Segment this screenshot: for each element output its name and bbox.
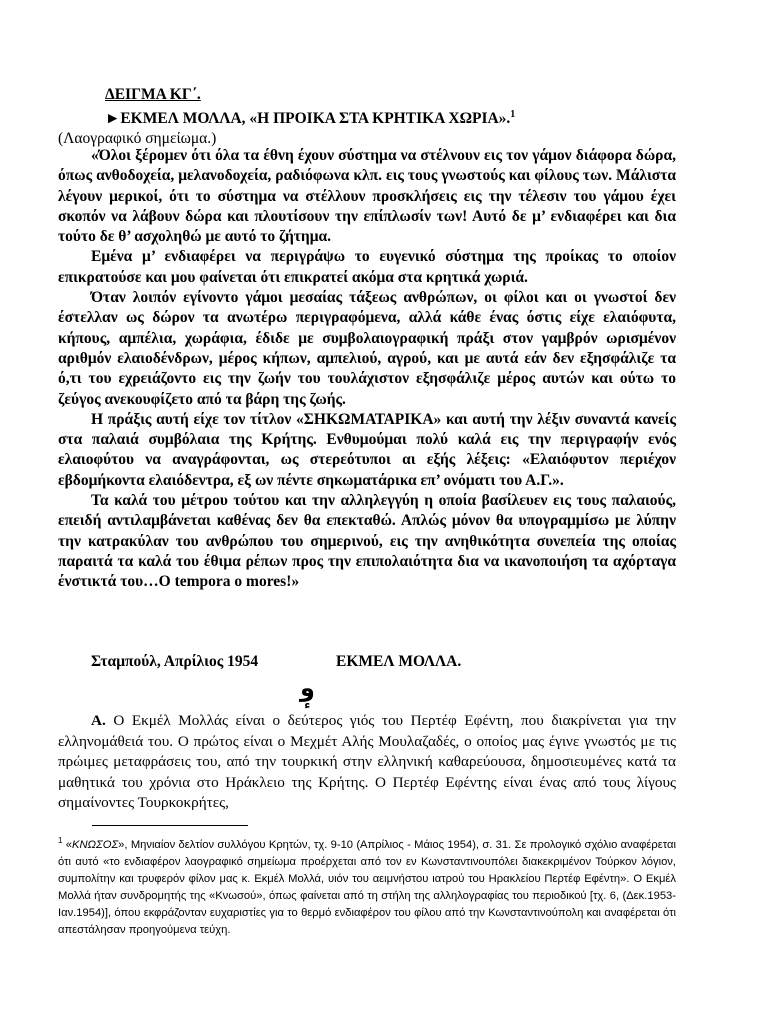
sample-label: ΔΕΙΓΜΑ ΚΓ΄. [105, 86, 201, 103]
footnote-text: », Μηνιαίον δελτίον συλλόγου Κρητών, τχ. 9-10 (Απρίλιος - Μάιος 1954), σ. 31. Σε προλογικό σχόλιο αναφέρεται ότι αυτό «το ενδιαφέρον λαογραφικό σημείωμα προέρχεται από τον εν Κωνσταντινουπόλει διακεκριμένον Τούρκον λόγιον, συμπολίτην και τρυφερόν φίλον μας κ. Εκμέλ Μολλά, υιόν του αειμνήστου ιατρού του Ηρακλείου Περτέφ Εφέντη». Ο Εκμέλ Μολλά ήταν συνδρομητής της «Κνωσού», όπως φαίνεται από τη στήλη της αλληλογραφίας του περιοδικού [τχ. 6, (Δεκ.1953- Ιαν.1954)], όπου εκφράζονταν ευχαριστίες για το θερμό ενδιαφέρον του φίλου από την Κωνσταντινούπολη και αναφέρεται ότι απεστάλησαν προηγούμενα τεύχη. [58, 839, 676, 936]
commentary-label: Α. [91, 712, 106, 729]
commentary-section [58, 711, 676, 814]
article-heading [58, 85, 676, 149]
footnote-divider [92, 825, 248, 826]
body-paragraph: Τα καλά του μέτρου τούτου και την αλληλεγγύη η οποία βασίλευεν εις τους παλαιούς, επειδή αντιλαμβάνεται καθένας δεν θα επεκταθώ. Απλώς μόνον θα υπογραμμίσω με λύπην την κατρακύλαν του ανθρώπου του σημερινού, εις την ανηθικότητα συνεπεία της οποίας παραιτά τα καλά του έθιμα ρέπων προς την επιπολαιότητα δια να ικανοποιήση τα αχόρταγα ένστικτά του…O tempora o mores!» [58, 492, 676, 591]
article-body [58, 146, 676, 593]
footnote-ref[interactable]: 1 [510, 109, 516, 120]
arrow-marker-icon: ► [105, 110, 121, 127]
commentary-text: Ο Εκμέλ Μολλάς είναι ο δεύτερος γιός του Περτέφ Εφέντη, που διακρίνεται για την ελληνομάθειά του. Ο πρώτος είναι ο Μεχμέτ Αλής Μουλαζαδές, ο οποίος μας έγινε γνωστός με τις πρώιμες μεταφράσεις του, από την τουρκική στην ελληνική καθαρεύουσα, δημοσιευμένες κατά τα μαθητικά του χρόνια στο Ηράκλειο της Κρήτης. Ο Περτέφ Εφέντης είναι ένας από τους λίγους σημαίνοντες Τουρκοκρήτες, [58, 712, 677, 811]
signature-place-date: Σταμπούλ, Απρίλιος 1954 [91, 653, 259, 670]
article-title-line [58, 105, 676, 129]
body-paragraph: Όταν λοιπόν εγίνοντο γάμοι μεσαίας τάξεως ανθρώπων, οι φίλοι και οι γνωστοί δεν έστελλαν ως δώρον τα ανωτέρω περιγραφόμενα, αλλά κάθε ένας όστις είχε ελαιόφυτα, κήπους, αμπέλια, χωράφια, έδιδε με συμβολαιογραφική πράξι στον γαμβρόν ωρισμένον αριθμόν ελαιοδένδρων, μέρος κήπων, αμπελιού, αγρού, και με αυτά εάν δεν εξησφάλιζε τα ό,τι του εχρειάζοντο εις την ζωήν του τουλάχιστον εξησφάλιζε μέρος αυτών και ούτω το ζεύγος ανεκουφίζετο από τα βάρη της ζωής. [58, 289, 676, 408]
footnote [58, 832, 676, 939]
footnote-number: 1 [58, 836, 63, 845]
article-subtitle: (Λαογραφικό σημείωμα.) [58, 130, 217, 147]
footnote-open-quote: « [65, 839, 72, 851]
commentary-paragraph [58, 711, 676, 814]
body-paragraph: «Όλοι ξέρομεν ότι όλα τα έθνη έχουν σύστημα να στέλνουν εις τον γάμον διάφορα δώρα, όπως ανθοδοχεία, μελανοδοχεία, ραδιόφωνα κλπ. εις τους γνωστούς και φίλους των. Μάλιστα λέγουν μερικοί, ότι το σύστημα να στέλλουν προσκλήσεις εις την τέλεσιν του γάμου έχει σκοπόν να λάβουν δώρα και πλουτίσουν την επίπλωσίν των! Αυτό δε μ’ ενδιαφέρει και δια τούτο δε θ’ ασχοληθώ με αυτό το ζήτημα. [58, 147, 676, 246]
separator-mark: وٕ [300, 674, 315, 702]
body-paragraph: Εμένα μ’ ενδιαφέρει να περιγράψω το ευγενικό σύστημα της προίκας το οποίον επικρατούσε και μου φαίνεται ότι επικρατεί ακόμα στα κρητικά χωριά. [58, 248, 676, 286]
signature-line [91, 653, 462, 671]
footnote-source: ΚΝΩΣΟΣ [72, 839, 119, 851]
article-title: ΕΚΜΕΛ ΜΟΛΛΑ, «Η ΠΡΟΙΚΑ ΣΤΑ ΚΡΗΤΙΚΑ ΧΩΡΙΑ». [120, 110, 511, 127]
body-paragraph: Η πράξις αυτή είχε τον τίτλον «ΣΗΚΩΜΑΤΑΡΙΚΑ» και αυτή την λέξιν συναντά κανείς στα παλαιά συμβόλαια της Κρήτης. Ενθυμούμαι πολύ καλά εις την περιγραφήν ενός ελαιοφύτου να αναγράφονται, ως στερεότυποι αι εξής λέξεις: «Ελαιόφυτον περιέχον εβδομήκοντα ελαιόδεντρα, εξ ων πέντε σηκωματάρικα επ’ ονόματι του Α.Γ.». [58, 410, 676, 489]
signature-author: ΕΚΜΕΛ ΜΟΛΛΑ. [336, 653, 462, 670]
